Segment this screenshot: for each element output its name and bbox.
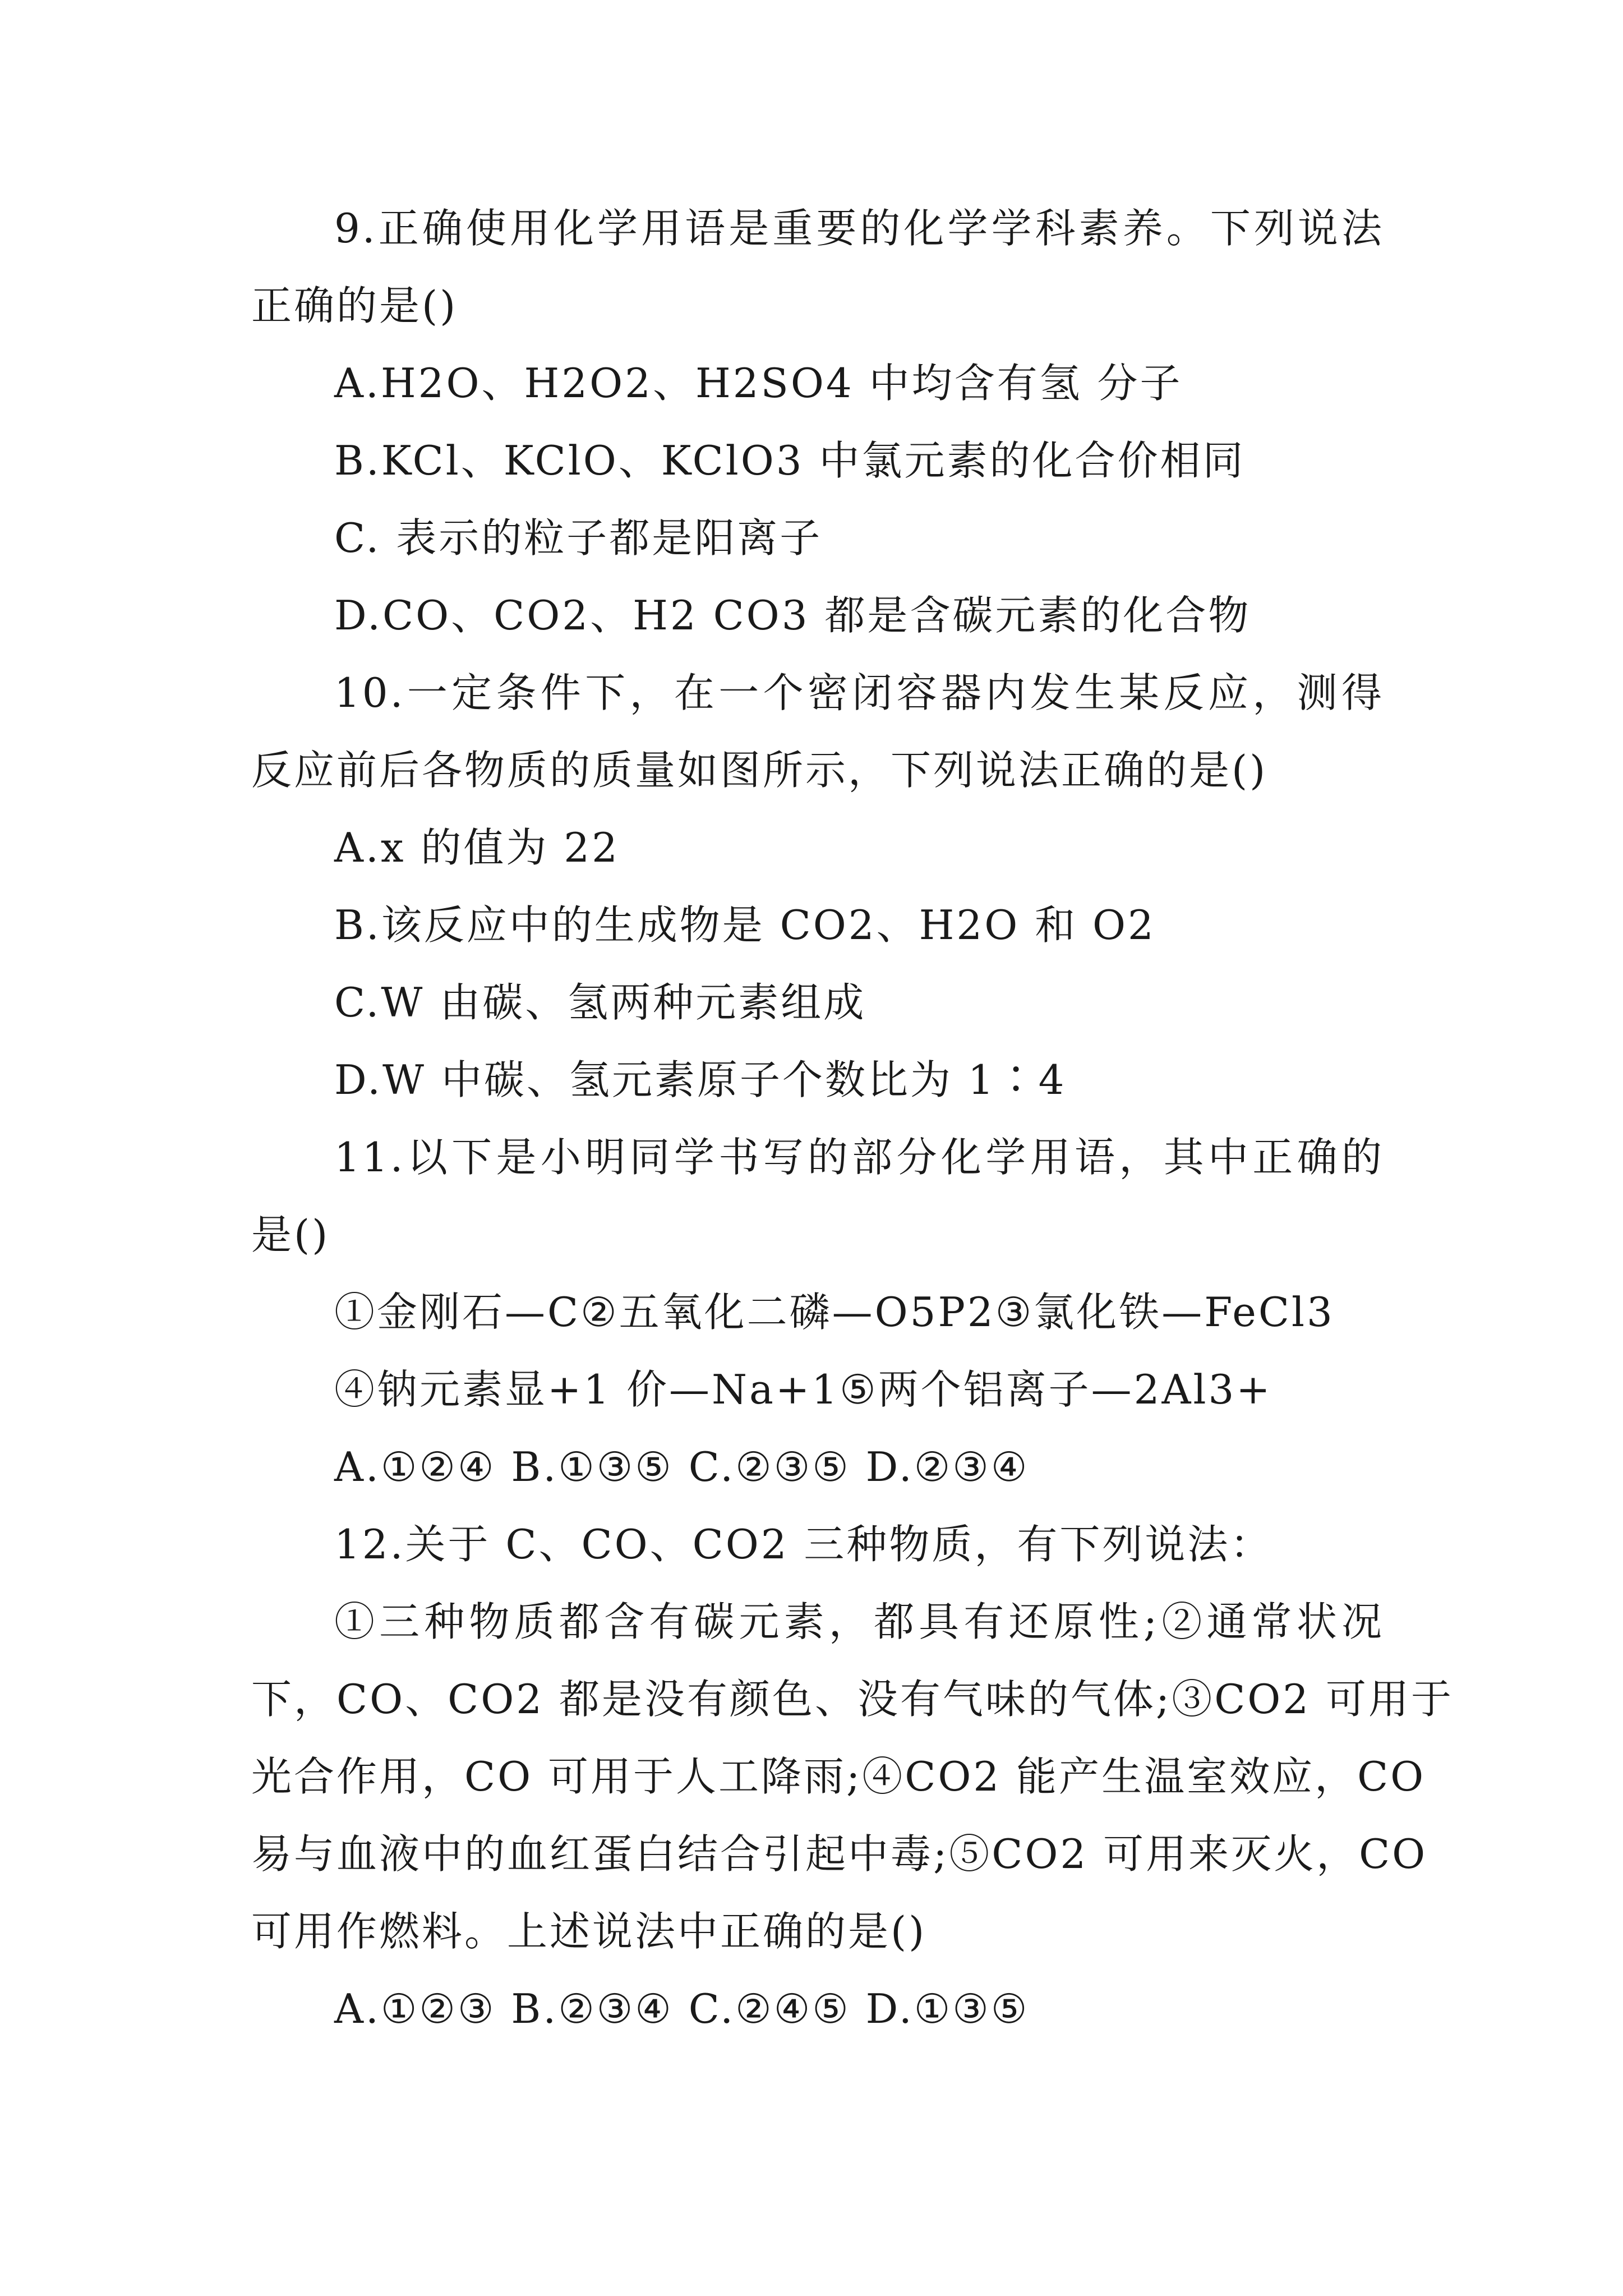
question-9 — [251, 190, 1384, 654]
question-10-option-b: B.该反应中的生成物是 CO2、H2O 和 O2 — [334, 901, 1156, 949]
question-12-options: A.①②③ B.②③④ C.②④⑤ D.①③⑤ — [334, 1985, 1030, 2032]
question-12 — [251, 1506, 1454, 2047]
question-11 — [251, 1119, 1384, 1506]
question-10-stem-line-1: 10.一定条件下，在一个密闭容器内发生某反应，测得 — [334, 669, 1384, 716]
question-10-option-d: D.W 中碳、氢元素原子个数比为 1∶4 — [334, 1056, 1067, 1103]
question-text — [251, 190, 1454, 2047]
question-9-stem-line-2: 正确的是() — [251, 282, 458, 329]
question-12-body-line-3: 光合作用，CO 可用于人工降雨;④CO2 能产生温室效应，CO — [251, 1753, 1426, 1800]
question-11-stem-line-2: 是() — [251, 1211, 330, 1258]
question-12-body-line-5: 可用作燃料。上述说法中正确的是() — [251, 1908, 927, 1955]
question-9-option-b: B.KCl、KClO、KClO3 中氯元素的化合价相同 — [334, 437, 1246, 484]
question-9-option-c: C. 表示的粒子都是阳离子 — [334, 514, 823, 562]
question-10-option-c: C.W 由碳、氢两种元素组成 — [334, 979, 866, 1026]
question-9-option-a: A.H2O、H2O2、H2SO4 中均含有氢 分子 — [334, 360, 1183, 407]
question-10-stem-line-2: 反应前后各物质的质量如图所示，下列说法正确的是() — [251, 747, 1268, 794]
question-11-options: A.①②④ B.①③⑤ C.②③⑤ D.②③④ — [334, 1443, 1030, 1490]
question-10 — [251, 654, 1384, 1119]
question-11-stem-line-1: 11.以下是小明同学书写的部分化学用语，其中正确的 — [334, 1134, 1384, 1181]
question-11-item-line-2: ④钠元素显+1 价—Na+1⑤两个铝离子—2Al3+ — [334, 1366, 1272, 1413]
question-12-stem-line-1: 12.关于 C、CO、CO2 三种物质，有下列说法： — [334, 1521, 1273, 1568]
question-9-stem-line-1: 9.正确使用化学用语是重要的化学学科素养。下列说法 — [334, 205, 1384, 252]
question-11-item-line-1: ①金刚石—C②五氧化二磷—O5P2③氯化铁—FeCl3 — [334, 1289, 1335, 1336]
question-12-body-line-2: 下，CO、CO2 都是没有颜色、没有气味的气体;③CO2 可用于 — [251, 1676, 1454, 1723]
question-12-body-line-1: ①三种物质都含有碳元素，都具有还原性;②通常状况 — [334, 1598, 1384, 1645]
question-10-option-a: A.x 的值为 22 — [334, 824, 620, 871]
question-9-option-d: D.CO、CO2、H2 CO3 都是含碳元素的化合物 — [334, 592, 1251, 639]
question-12-body-line-4: 易与血液中的血红蛋白结合引起中毒;⑤CO2 可用来灭火，CO — [251, 1830, 1428, 1878]
